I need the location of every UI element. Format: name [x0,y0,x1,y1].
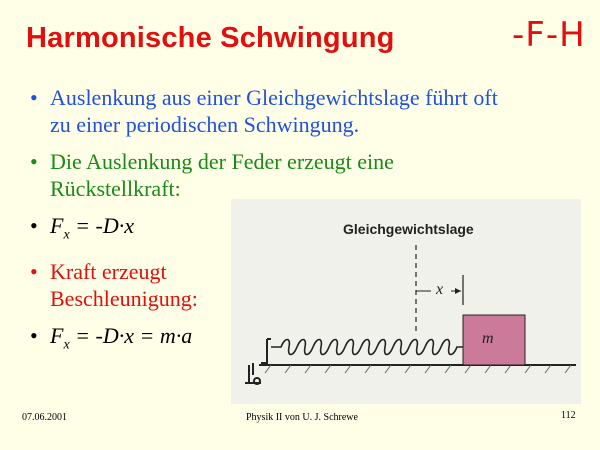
spring-coil [271,340,463,355]
displacement-label: x [436,281,444,298]
slide-title: Harmonische Schwingung [26,22,395,54]
footer-date: 07.06.2001 [22,412,67,423]
fh-logo [512,15,586,55]
bullet-text: Kraft erzeugt Beschleunigung: [50,259,198,312]
x-arrowhead [455,288,461,294]
bullet-dot: • [30,213,38,238]
spring-mass-figure [231,199,581,404]
mass-label: m [482,330,494,347]
formula-f: F [50,213,64,238]
formula-rest: = -D·x [69,213,134,238]
mass-block [463,315,525,365]
equilibrium-label: Gleichgewichtslage [343,221,474,237]
formula-rest: = -D·x = m·a [69,323,193,349]
bullet-text: Auslenkung aus einer Gleichgewichtslage führt oft zu einer periodischen Schwingung. [50,85,498,137]
formula-f: F [50,323,64,349]
bullet-dot: • [30,323,38,349]
bullet-dot: • [30,149,38,174]
formula-sub: x [63,337,70,353]
wall-clamp [245,339,271,384]
footer-page-number: 112 [561,410,576,421]
bullet-item [30,84,520,138]
fh-logo-text: -F-H [512,15,586,55]
formula-sub: x [63,227,70,243]
floor-hatching [265,365,571,373]
bullet-item [30,148,480,202]
bullet-text: Die Auslenkung der Feder erzeugt eine Rückstellkraft: [50,149,394,201]
footer-author: Physik II von U. J. Schrewe [246,412,358,423]
bullet-dot: • [30,259,38,285]
bullet-dot: • [30,85,38,110]
bullet-item [30,258,250,312]
